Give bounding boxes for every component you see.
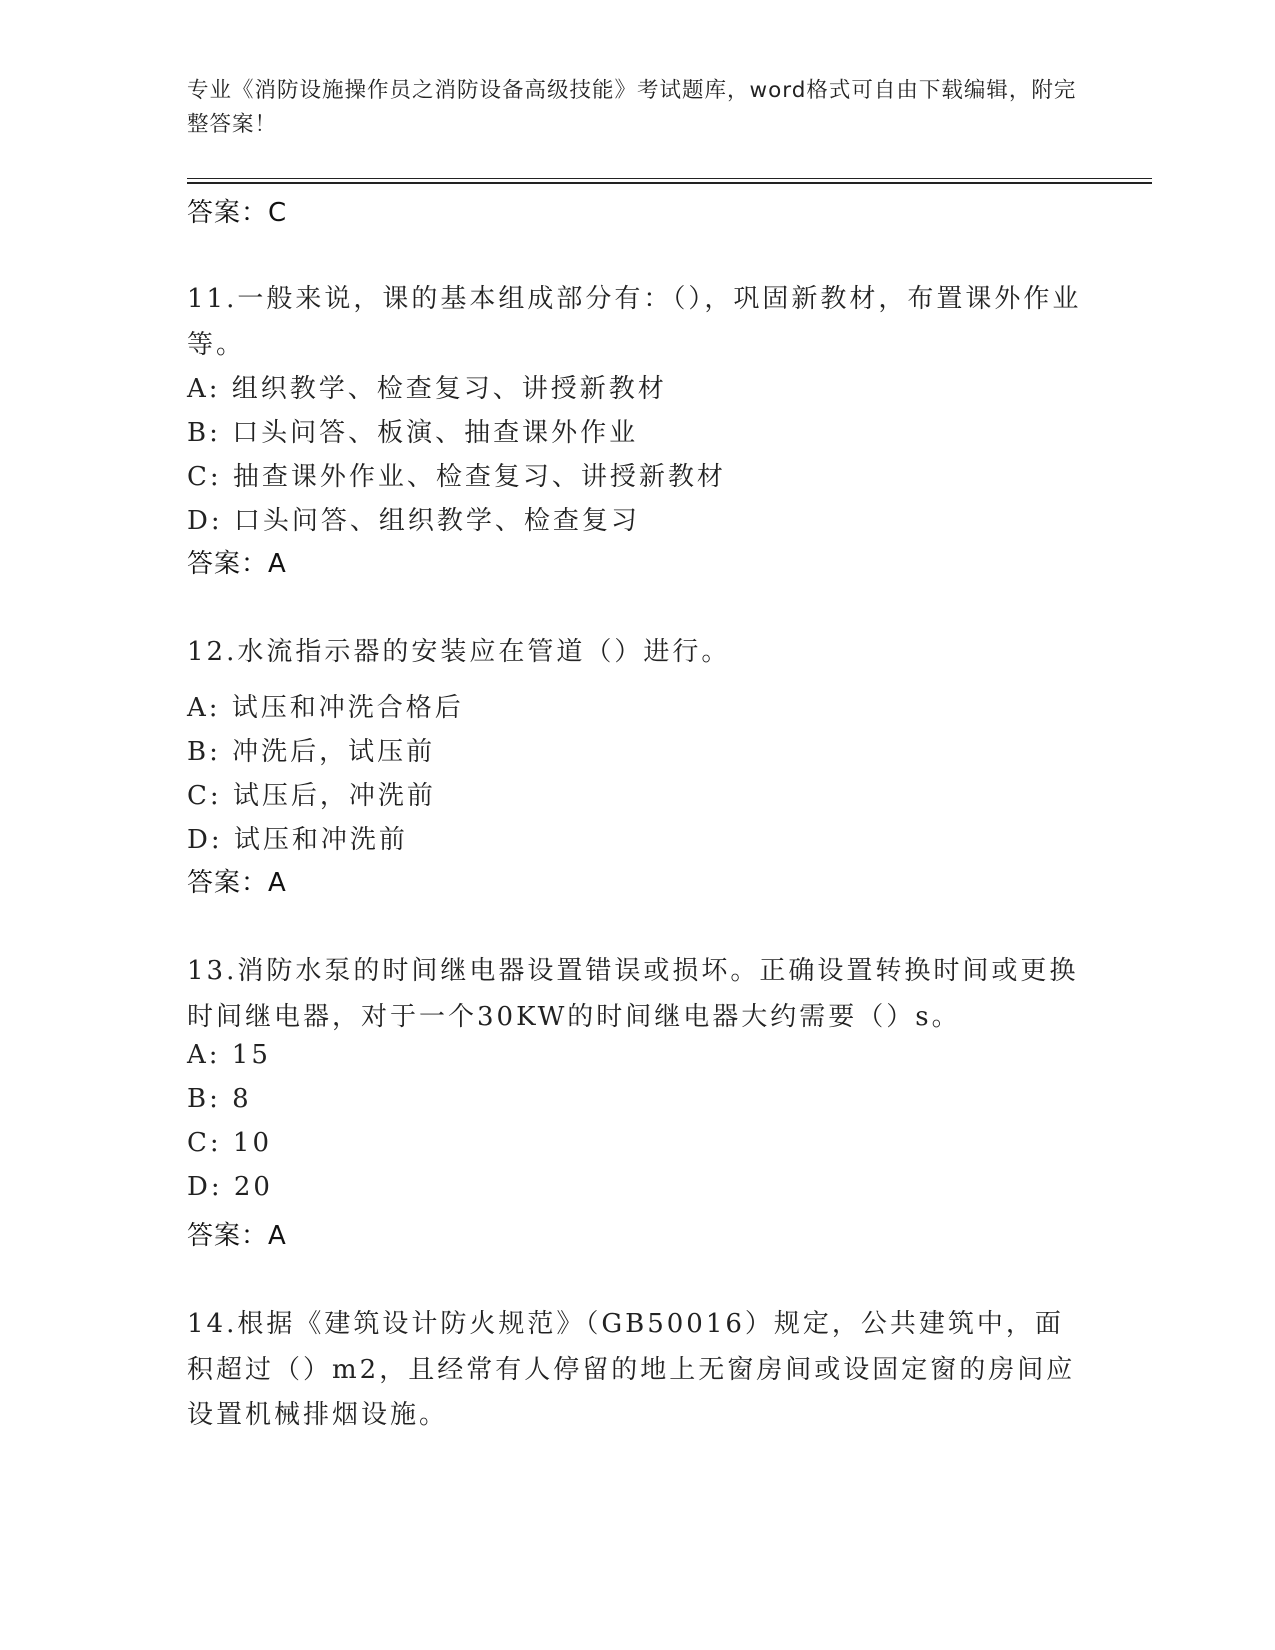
answer-line: 答案：A xyxy=(187,1221,287,1251)
option-a: A: 试压和冲洗合格后 xyxy=(187,693,464,723)
option-b: B: 口头问答、板演、抽查课外作业 xyxy=(187,418,639,448)
option-d: D: 20 xyxy=(187,1172,273,1202)
option-a: A: 15 xyxy=(187,1040,271,1070)
answer-line: 答案：A xyxy=(187,549,287,579)
option-b: B: 冲洗后，试压前 xyxy=(187,737,436,767)
option-c: C: 10 xyxy=(187,1128,273,1158)
header-rule-thin xyxy=(187,178,1152,179)
option-d: D: 试压和冲洗前 xyxy=(187,825,408,855)
header-rule-thick xyxy=(187,182,1152,184)
answer-line: 答案：A xyxy=(187,868,287,898)
document-header: 专业《消防设施操作员之消防设备高级技能》考试题库，word格式可自由下载编辑，附完整答案！ xyxy=(187,78,1077,137)
question-stem: 12.水流指示器的安装应在管道（）进行。 xyxy=(187,637,731,667)
question-stem: 14.根据《建筑设计防火规范》（GB50016）规定，公共建筑中，面积超过（）m2，且经常有人停留的地上无窗房间或设固定窗的房间应设置机械排烟设施。 xyxy=(187,1309,1076,1430)
option-c: C: 抽查课外作业、检查复习、讲授新教材 xyxy=(187,462,726,492)
option-a: A: 组织教学、检查复习、讲授新教材 xyxy=(187,374,667,404)
option-d: D: 口头问答、组织教学、检查复习 xyxy=(187,506,640,536)
option-c: C: 试压后，冲洗前 xyxy=(187,781,436,811)
question-stem: 11.一般来说，课的基本组成部分有：（），巩固新教材，布置课外作业等。 xyxy=(187,284,1082,360)
question-stem: 13.消防水泵的时间继电器设置错误或损坏。正确设置转换时间或更换时间继电器，对于一个30KW的时间继电器大约需要（）s。 xyxy=(187,956,1079,1032)
option-b: B: 8 xyxy=(187,1084,252,1114)
answer-line: 答案：C xyxy=(187,198,288,228)
